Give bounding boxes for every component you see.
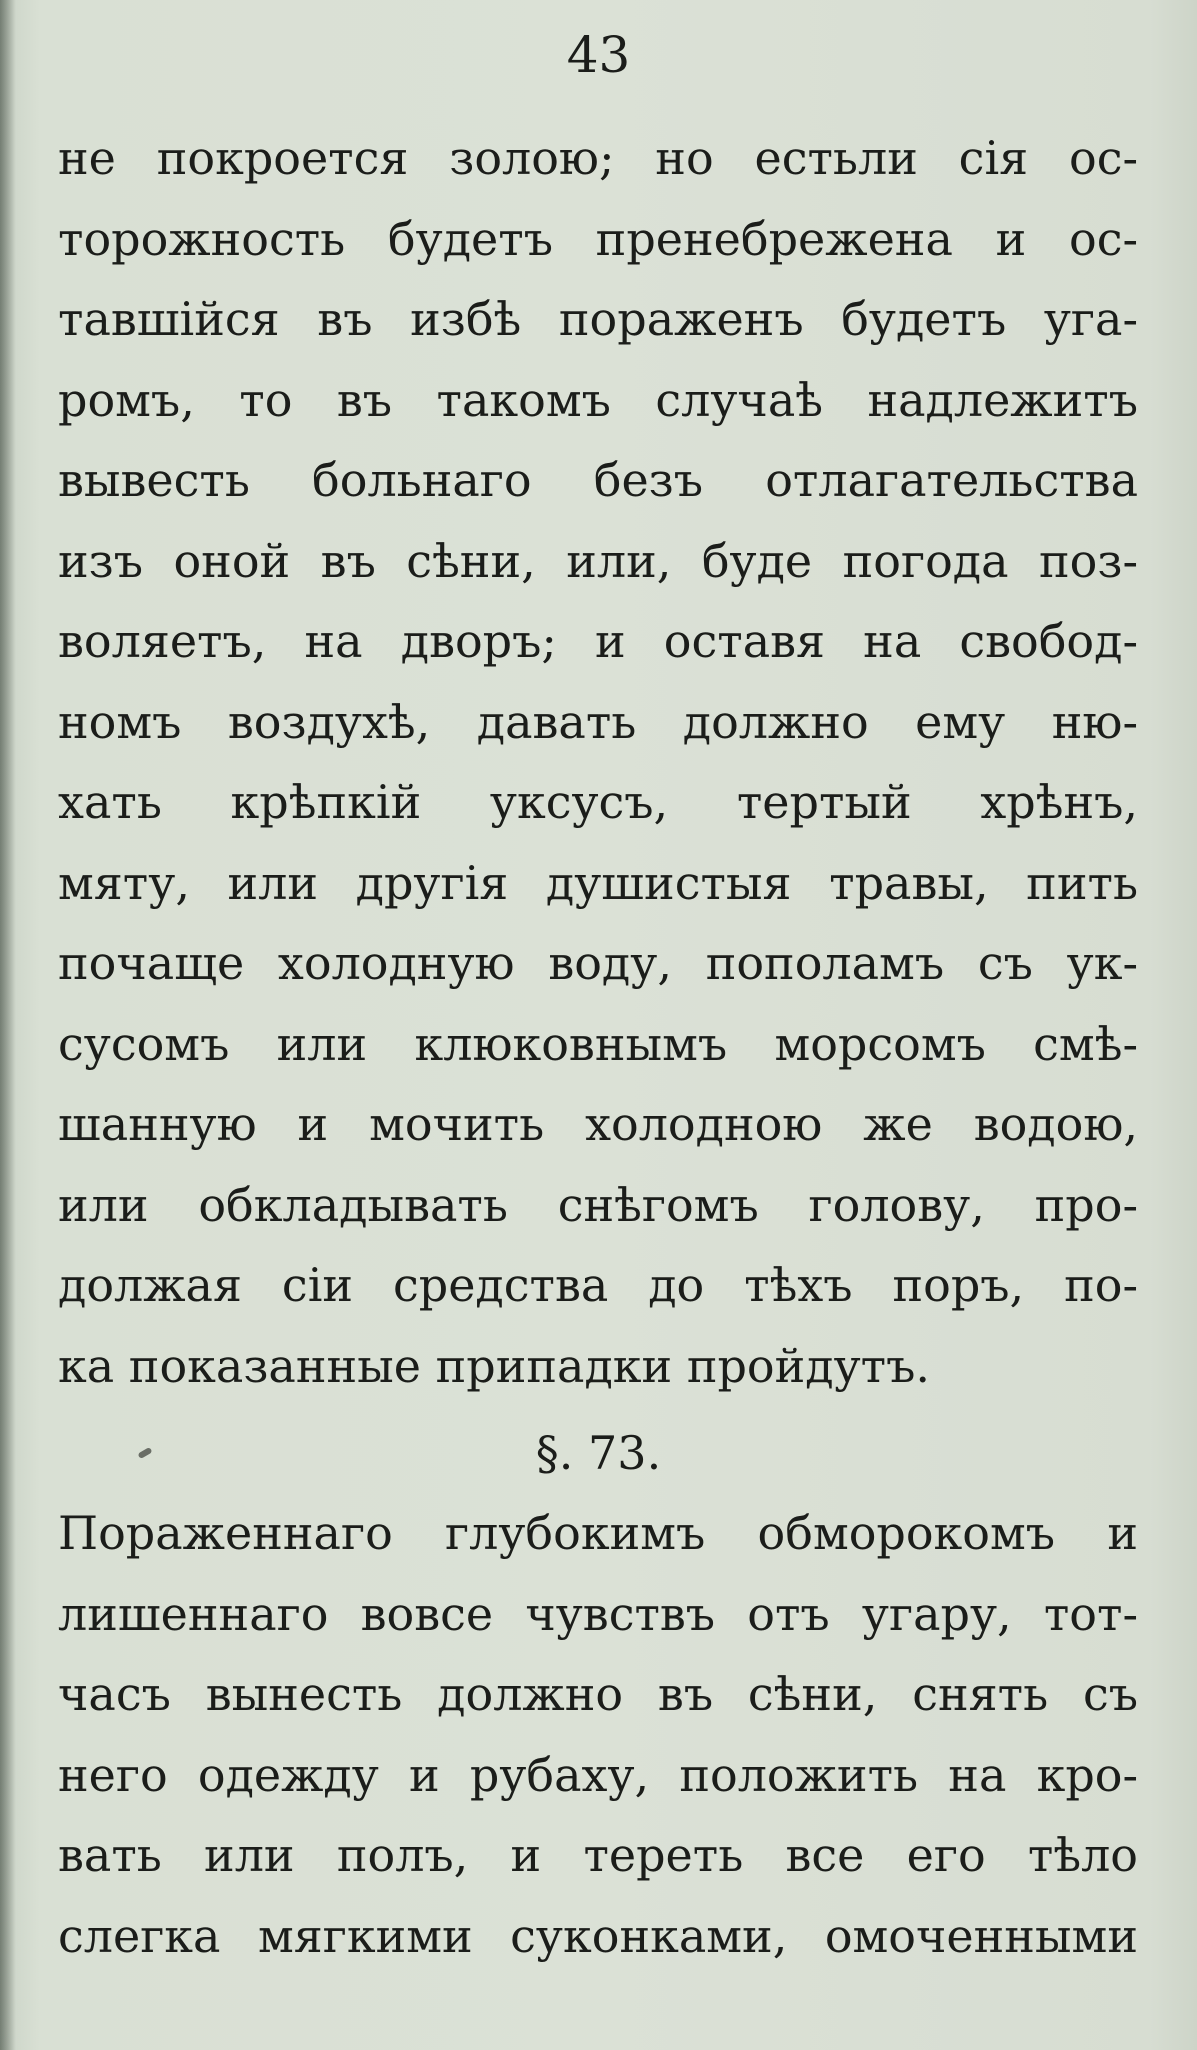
page-number: 43 <box>566 26 631 84</box>
text-line: вать или полъ, и тереть все его тѣло <box>58 1828 1138 1882</box>
text-line: ромъ, то въ такомъ случаѣ надлежитъ <box>58 372 1138 427</box>
text-line: сусомъ или клюковнымъ морсомъ смѣ- <box>58 1016 1138 1071</box>
text-line: номъ воздухѣ, давать должно ему ню- <box>58 694 1138 749</box>
text-line: почаще холодную воду, пополамъ съ ук- <box>58 936 1138 990</box>
text-line: ка показанные припадки пройдутъ. <box>58 1338 931 1393</box>
text-line: воляетъ, на дворъ; и оставя на свобод- <box>58 614 1138 668</box>
paragraph-1 <box>58 118 1138 1406</box>
section-heading: §. 73. <box>535 1426 662 1480</box>
text-line: или обкладывать снѣгомъ голову, про- <box>58 1177 1138 1232</box>
text-line: не покроется золою; но естьли сія ос- <box>58 131 1138 185</box>
text-line: тавшійся въ избѣ пораженъ будетъ уга- <box>58 292 1138 346</box>
text-line: должая сіи средства до тѣхъ поръ, по- <box>58 1258 1138 1312</box>
text-line: мяту, или другія душистыя травы, пить <box>58 855 1138 910</box>
text-line: часъ вынесть должно въ сѣни, снять съ <box>58 1667 1138 1721</box>
text-line: хать крѣпкій уксусъ, тертый хрѣнъ, <box>58 775 1138 829</box>
text-line: слегка мягкими суконками, омоченными <box>58 1908 1138 1963</box>
text-line: Пораженнаго глубокимъ обморокомъ и <box>58 1506 1138 1560</box>
binding-shadow <box>0 0 16 2050</box>
text-line: шанную и мочить холодною же водою, <box>58 1097 1138 1151</box>
text-line: изъ оной въ сѣни, или, буде погода поз- <box>58 533 1138 588</box>
text-line: вывесть больнаго безъ отлагательства <box>58 453 1138 507</box>
text-line: торожность будетъ пренебрежена и ос- <box>58 211 1138 266</box>
text-line: лишеннаго вовсе чувствъ отъ угару, тот- <box>58 1586 1138 1641</box>
paragraph-2 <box>58 1493 1138 1976</box>
text-line: него одежду и рубаху, положить на кро- <box>58 1747 1138 1802</box>
